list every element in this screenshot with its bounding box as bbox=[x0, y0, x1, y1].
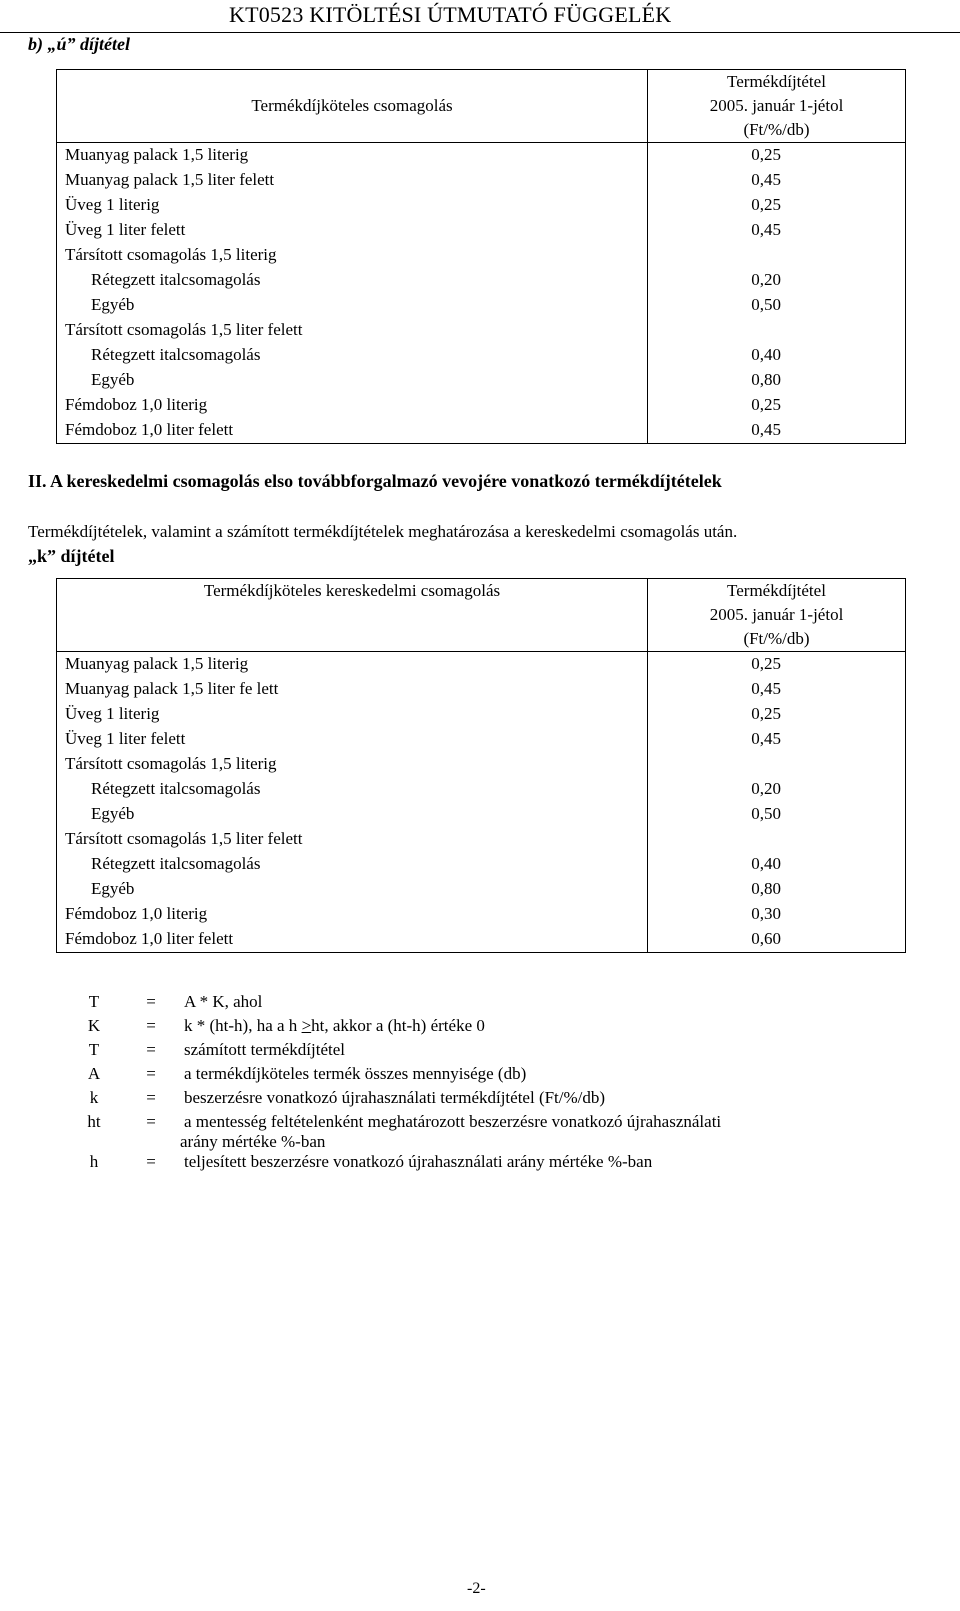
table-row bbox=[57, 902, 906, 927]
row-value: 0,30 bbox=[648, 902, 906, 927]
formula-symbol: k bbox=[89, 1088, 99, 1107]
row-value: 0,20 bbox=[648, 777, 906, 802]
table2-col2-line3: (Ft/%/db) bbox=[743, 629, 810, 648]
row-label: Muanyag palack 1,5 liter fe lett bbox=[57, 677, 648, 702]
formula-equals: = bbox=[146, 1112, 156, 1131]
row-label: Társított csomagolás 1,5 literig bbox=[57, 243, 648, 268]
row-value: 0,25 bbox=[648, 393, 906, 418]
formula-symbol: ht bbox=[87, 1112, 101, 1131]
formula-definition bbox=[180, 1112, 722, 1152]
page-number: -2- bbox=[467, 1580, 486, 1597]
table1-col2-line1: Termékdíjtétel bbox=[727, 72, 826, 91]
table2-col1-header bbox=[57, 579, 648, 652]
row-label: Társított csomagolás 1,5 liter felett bbox=[57, 827, 648, 852]
row-label: Fémdoboz 1,0 liter felett bbox=[57, 927, 648, 953]
row-label: Rétegzett italcsomagolás bbox=[57, 852, 648, 877]
table-row bbox=[57, 927, 906, 953]
formula-definition bbox=[184, 1016, 721, 1040]
table-row bbox=[57, 877, 906, 902]
formula-text-before: k * (ht-h), ha a h bbox=[184, 1016, 302, 1035]
row-label: Fémdoboz 1,0 liter felett bbox=[57, 418, 648, 444]
table1-col2-line3: (Ft/%/db) bbox=[743, 120, 810, 139]
document-header: KT0523 KITÖLTÉSI ÚTMUTATÓ FÜGGELÉK bbox=[229, 2, 672, 27]
formula-definition: beszerzésre vonatkozó újrahasználati termékdíjtétel (Ft/%/db) bbox=[184, 1088, 606, 1107]
row-value: 0,45 bbox=[648, 168, 906, 193]
table1-col1-header bbox=[57, 70, 648, 143]
table-row bbox=[57, 652, 906, 678]
row-value: 0,45 bbox=[648, 677, 906, 702]
table-row bbox=[57, 777, 906, 802]
row-value: 0,60 bbox=[648, 927, 906, 953]
table-row bbox=[57, 752, 906, 777]
formula-symbol: A bbox=[87, 1064, 101, 1083]
row-label: Egyéb bbox=[57, 802, 648, 827]
formula-row bbox=[70, 1064, 721, 1088]
row-label: Muanyag palack 1,5 liter felett bbox=[57, 168, 648, 193]
formula-equals: = bbox=[146, 1064, 156, 1083]
table-row bbox=[57, 852, 906, 877]
row-label: Fémdoboz 1,0 literig bbox=[57, 393, 648, 418]
row-label: Üveg 1 literig bbox=[57, 193, 648, 218]
table2-col1-header-text: Termékdíjköteles kereskedelmi csomagolás bbox=[203, 581, 501, 600]
table2-col2-header bbox=[648, 579, 906, 652]
tariff-table-k bbox=[56, 578, 906, 953]
formula-definition: teljesített beszerzésre vonatkozó újrahasználati arány mértéke %-ban bbox=[184, 1152, 653, 1171]
row-value: 0,25 bbox=[648, 143, 906, 169]
row-label: Egyéb bbox=[57, 877, 648, 902]
formula-definition: A * K, ahol bbox=[184, 992, 263, 1011]
formula-equals: = bbox=[146, 1016, 156, 1035]
table1-col2-header bbox=[648, 70, 906, 143]
formula-definition: számított termékdíjtétel bbox=[184, 1040, 345, 1059]
table-row bbox=[57, 193, 906, 218]
table-row bbox=[57, 677, 906, 702]
row-label: Rétegzett italcsomagolás bbox=[57, 343, 648, 368]
formula-equals: = bbox=[146, 992, 156, 1011]
formula-row bbox=[70, 1112, 721, 1152]
section-2-heading: II. A kereskedelmi csomagolás elso továbbforgalmazó vevojére vonatkozó termékdíjtételek bbox=[28, 471, 722, 491]
table2-col2-line2: 2005. január 1-jétol bbox=[709, 605, 844, 624]
row-value bbox=[648, 318, 906, 343]
formula-symbol: T bbox=[88, 1040, 100, 1059]
row-value: 0,45 bbox=[648, 218, 906, 243]
row-value: 0,20 bbox=[648, 268, 906, 293]
row-label: Egyéb bbox=[57, 293, 648, 318]
row-label: Fémdoboz 1,0 literig bbox=[57, 902, 648, 927]
table-row bbox=[57, 727, 906, 752]
row-value bbox=[648, 752, 906, 777]
row-value bbox=[648, 827, 906, 852]
row-value bbox=[648, 243, 906, 268]
row-value: 0,50 bbox=[648, 802, 906, 827]
table-row bbox=[57, 168, 906, 193]
row-label: Társított csomagolás 1,5 liter felett bbox=[57, 318, 648, 343]
row-value: 0,80 bbox=[648, 368, 906, 393]
formula-symbol: h bbox=[89, 1152, 99, 1171]
table-row bbox=[57, 243, 906, 268]
row-value: 0,40 bbox=[648, 343, 906, 368]
row-label: Üveg 1 liter felett bbox=[57, 727, 648, 752]
section-k-label: „k” díjtétel bbox=[28, 546, 115, 566]
table-row bbox=[57, 802, 906, 827]
formula-row bbox=[70, 992, 721, 1016]
table-row bbox=[57, 827, 906, 852]
row-label: Üveg 1 liter felett bbox=[57, 218, 648, 243]
row-label: Társított csomagolás 1,5 literig bbox=[57, 752, 648, 777]
tariff-table-u bbox=[56, 69, 906, 444]
section-2-paragraph: Termékdíjtételek, valamint a számított termékdíjtételek meghatározása a kereskedelmi csomagolás után. bbox=[28, 522, 738, 541]
row-label: Muanyag palack 1,5 literig bbox=[57, 143, 648, 169]
table-row bbox=[57, 343, 906, 368]
row-label: Egyéb bbox=[57, 368, 648, 393]
formula-row bbox=[70, 1152, 721, 1176]
row-value: 0,25 bbox=[648, 652, 906, 678]
row-label: Rétegzett italcsomagolás bbox=[57, 777, 648, 802]
formula-definitions bbox=[70, 992, 721, 1176]
formula-text-after: ht, akkor a (ht-h) értéke 0 bbox=[311, 1016, 485, 1035]
row-value: 0,25 bbox=[648, 193, 906, 218]
table-row bbox=[57, 143, 906, 169]
row-value: 0,40 bbox=[648, 852, 906, 877]
table-row bbox=[57, 268, 906, 293]
formula-definition-line1: a mentesség feltételenként meghatározott beszerzésre vonatkozó újrahasználati bbox=[184, 1112, 722, 1131]
table1-col1-header-text: Termékdíjköteles csomagolás bbox=[251, 96, 453, 115]
table-row bbox=[57, 218, 906, 243]
formula-equals: = bbox=[146, 1088, 156, 1107]
row-value: 0,80 bbox=[648, 877, 906, 902]
header-rule bbox=[0, 32, 960, 33]
table2-col2-line1: Termékdíjtétel bbox=[727, 581, 826, 600]
row-value: 0,45 bbox=[648, 727, 906, 752]
formula-row bbox=[70, 1088, 721, 1112]
table-row bbox=[57, 293, 906, 318]
table-row bbox=[57, 418, 906, 444]
formula-symbol: K bbox=[87, 1016, 101, 1035]
formula-definition: a termékdíjköteles termék összes mennyisége (db) bbox=[184, 1064, 527, 1083]
formula-equals: = bbox=[146, 1152, 156, 1171]
table1-col2-line2: 2005. január 1-jétol bbox=[709, 96, 844, 115]
table-row bbox=[57, 318, 906, 343]
table-row bbox=[57, 368, 906, 393]
row-label: Üveg 1 literig bbox=[57, 702, 648, 727]
table-row bbox=[57, 393, 906, 418]
row-value: 0,45 bbox=[648, 418, 906, 444]
formula-equals: = bbox=[146, 1040, 156, 1059]
table-row bbox=[57, 702, 906, 727]
section-b-label: b) „ú” díjtétel bbox=[28, 34, 130, 54]
formula-row bbox=[70, 1040, 721, 1064]
formula-greater-equal: > bbox=[301, 1016, 312, 1035]
row-value: 0,50 bbox=[648, 293, 906, 318]
row-label: Rétegzett italcsomagolás bbox=[57, 268, 648, 293]
row-value: 0,25 bbox=[648, 702, 906, 727]
formula-definition-line2: arány mértéke %-ban bbox=[180, 1132, 326, 1151]
row-label: Muanyag palack 1,5 literig bbox=[57, 652, 648, 678]
formula-symbol: T bbox=[88, 992, 100, 1011]
formula-row bbox=[70, 1016, 721, 1040]
